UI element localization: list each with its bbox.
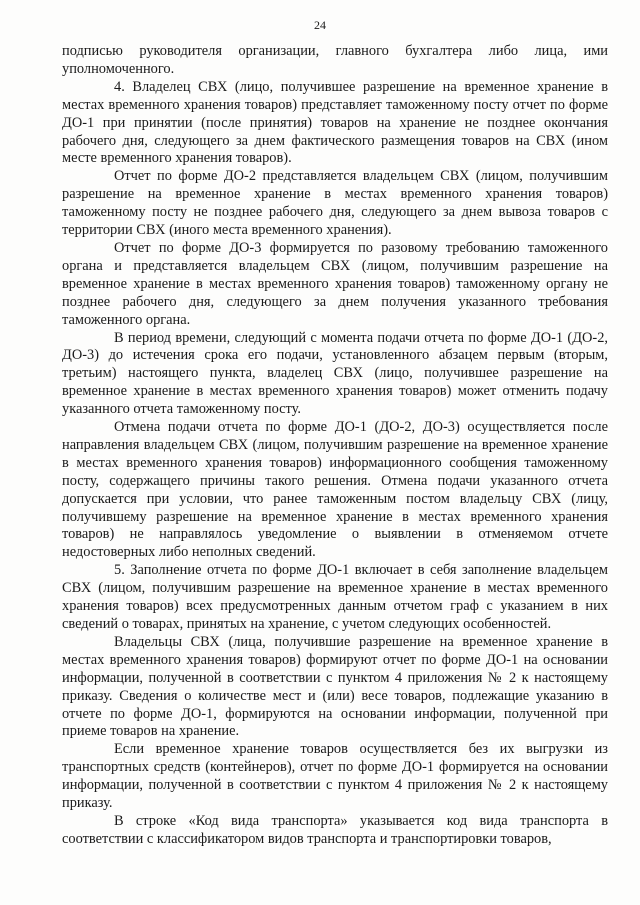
paragraph-no-unloading: Если временное хранение товаров осуществляется без их выгрузки из транспортных средств (контейнеров), отчет по форме ДО-1 формируется на основании информации, полученной в соответствии с пунктом 4 приложения № 2 к настоящему приказу. <box>62 741 608 812</box>
paragraph-report-cancel-period: В период времени, следующий с момента подачи отчета по форме ДО-1 (ДО-2, ДО-3) до истечения срока его подачи, установленного абзацем первым (вторым, третьим) настоящего пункта, владелец СВХ (лицо, получившее разрешение на временное хранение в местах временного хранения товаров) может отменить подачу указанного отчета таможенному посту. <box>62 329 608 418</box>
paragraph-continuation: подписью руководителя организации, главного бухгалтера либо лица, ими уполномоченного. <box>62 43 608 77</box>
page-number: 24 <box>314 18 326 32</box>
document-body <box>62 43 608 849</box>
paragraph-do2-report: Отчет по форме ДО-2 представляется владельцем СВХ (лицом, получившим разрешение на временное хранение в местах временного хранения товаров) таможенному посту не позднее рабочего дня, следующего за днем вывоза товаров с территории СВХ (иного места временного хранения). <box>62 168 608 239</box>
paragraph-item-5: 5. Заполнение отчета по форме ДО-1 включает в себя заполнение владельцем СВХ (лицом, получившим разрешение на временное хранение в местах временного хранения товаров) всех предусмотренных данным отчетом граф с указанием в них сведений о товарах, принятых на хранение, с учетом следующих особенностей. <box>62 562 608 632</box>
paragraph-do3-report: Отчет по форме ДО-3 формируется по разовому требованию таможенного органа и представляется владельцем СВХ (лицом, получившим разрешение на временное хранение в местах временного хранения товаров) таможенному органу не позднее рабочего дня, следующего за днем получения указанного требования таможенного органа. <box>62 239 608 328</box>
paragraph-report-cancel-procedure: Отмена подачи отчета по форме ДО-1 (ДО-2, ДО-3) осуществляется после направления владельцем СВХ (лицом, получившим разрешение на временное хранение в местах временного хранения товаров) информационного сообщения таможенному посту, содержащего причины такого решения. Отмена подачи указанного отчета допускается при условии, что ранее таможенным постом владельцу СВХ (лицу, получившему разрешение на временное хранение в местах временного хранения товаров) не направлялось уведомление о выявлении в отменяемом отчете недостоверных либо неполных сведений. <box>62 419 608 561</box>
paragraph-transport-code: В строке «Код вида транспорта» указывается код вида транспорта в соответствии с классификатором видов транспорта и транспортировки товаров, <box>62 812 608 847</box>
paragraph-item-4: 4. Владелец СВХ (лицо, получившее разрешение на временное хранение в местах временного хранения товаров) представляет таможенному посту отчет по форме ДО-1 при принятии (после принятия) товаров на хранение не позднее окончания рабочего дня, следующего за днем фактического размещения товаров на СВХ (ином месте временного хранения товаров). <box>62 78 608 167</box>
paragraph-svh-owners: Владельцы СВХ (лица, получившие разрешение на временное хранение в местах временного хранения товаров) формируют отчет по форме ДО-1 на основании информации, полученной в соответствии с пунктом 4 приложения № 2 к настоящему приказу. Сведения о количестве мест и (или) весе товаров, подлежащие указанию в отчете по форме ДО-1, формируются на основании информации, полученной при приеме товаров на хранение. <box>62 633 608 740</box>
